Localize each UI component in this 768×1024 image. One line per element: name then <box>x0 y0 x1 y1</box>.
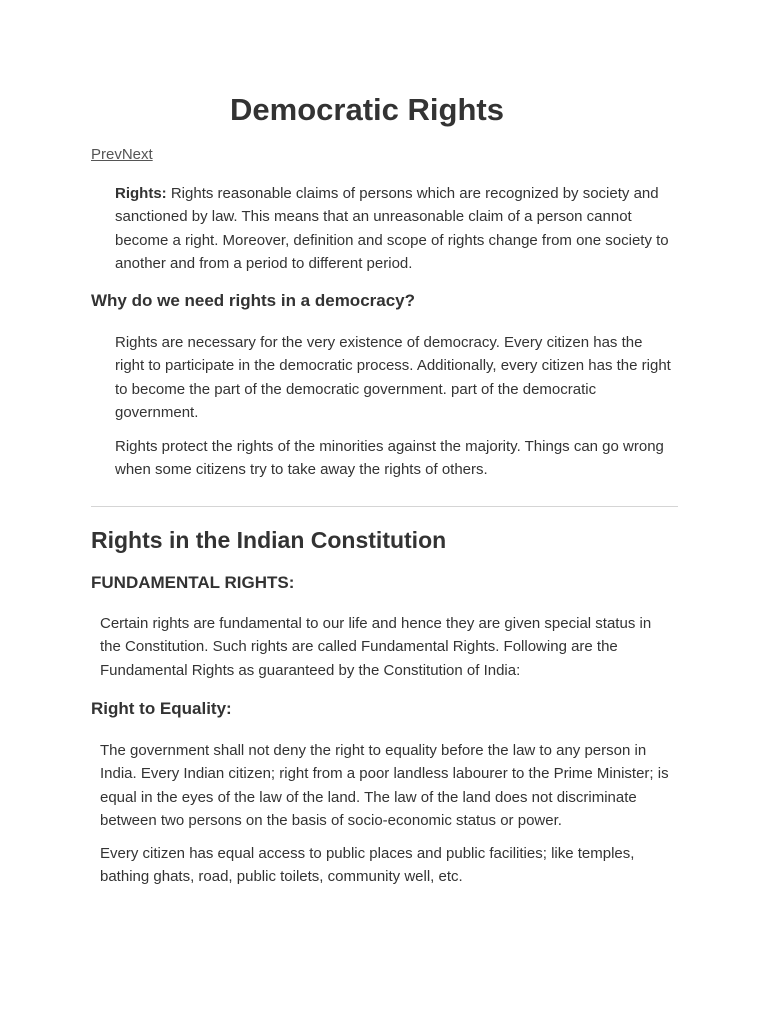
page-title: Democratic Rights <box>230 92 504 127</box>
rights-label: Rights: <box>115 185 167 202</box>
section-divider <box>91 506 678 507</box>
why-paragraph-2: Rights protect the rights of the minorities against the majority. Things can go wrong when some citizens try to take away the rights of others. <box>115 438 664 479</box>
fundamental-rights-paragraph: Certain rights are fundamental to our life and hence they are given special status in the Constitution. Such rights are called Fundamental Rights. Following are the Fundamental Rights as guaranteed by the Constitution of India: <box>100 615 652 679</box>
equality-heading: Right to Equality: <box>91 699 232 718</box>
equality-paragraph-1: The government shall not deny the right to equality before the law to any person in India. Every Indian citizen; right from a poor landless labourer to the Prime Minister; is equal in the eyes of the law of the land. The law of the land does not discriminate between two persons on the basis of socio-economic status or power. <box>100 742 669 829</box>
prev-next-link[interactable]: PrevNext <box>91 146 153 163</box>
fundamental-rights-heading: FUNDAMENTAL RIGHTS: <box>91 573 295 592</box>
rights-intro-text: Rights reasonable claims of persons which are recognized by society and sanctioned by law. This means that an unreasonable claim of a person cannot become a right. Moreover, definition and scope of rights change from one society to another and from a period to different period. <box>115 185 669 272</box>
rights-intro-paragraph <box>115 182 675 275</box>
equality-paragraph-2: Every citizen has equal access to public places and public facilities; like temples, bathing ghats, road, public toilets, community well, etc. <box>100 845 635 886</box>
constitution-heading: Rights in the Indian Constitution <box>91 527 447 553</box>
why-rights-heading: Why do we need rights in a democracy? <box>91 291 416 310</box>
why-paragraph-1: Rights are necessary for the very existence of democracy. Every citizen has the right to participate in the democratic process. Additionally, every citizen has the right to become the part of the democratic government. part of the democratic government. <box>115 334 671 421</box>
